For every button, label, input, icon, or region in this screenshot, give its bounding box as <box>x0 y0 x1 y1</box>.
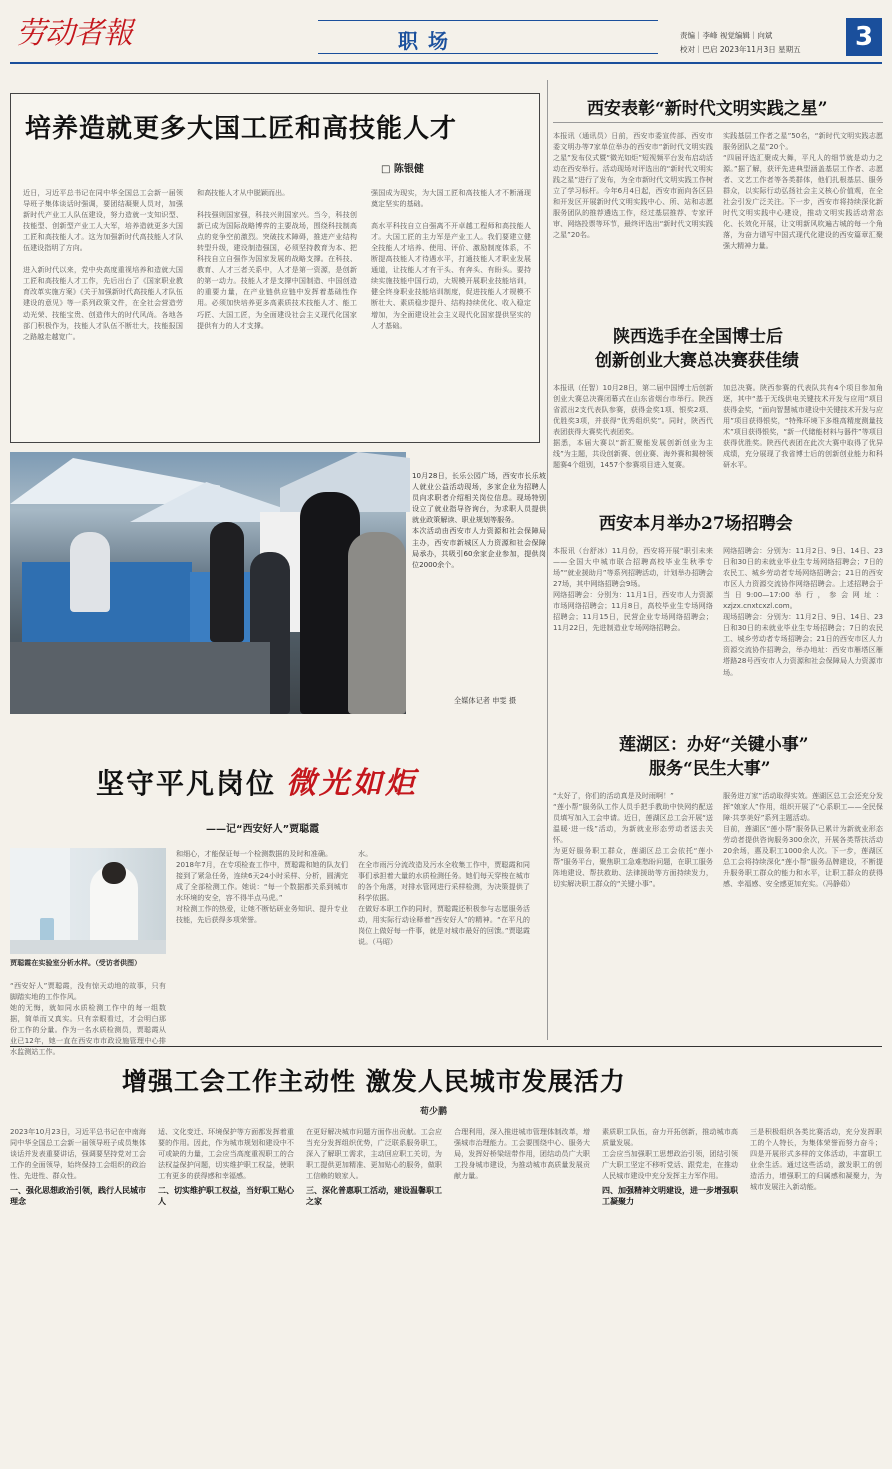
news1-rule <box>553 122 883 123</box>
newspaper-logo: 劳动者報 <box>16 16 132 51</box>
page-number <box>846 18 882 56</box>
news2-title-line1: 陕西选手在全国博士后 <box>613 327 783 347</box>
main-article-title: 培养造就更多大国工匠和高技能人才 <box>25 114 458 144</box>
bottom-article-title: 增强工会工作主动性 激发人民城市发展活力 <box>122 1067 626 1096</box>
person-silhouette <box>70 532 110 612</box>
bottom-col-6-text: 三是积极组织各类比赛活动，充分发挥职工的个人特长，为集体荣誉而努力奋斗；四是开展形式多样的文体活动，丰富职工业余生活。通过这些活动，激发职工的创造活力，增强职工的归属感和凝聚力，为城市发展注入新动能。 <box>750 1127 882 1192</box>
proof-line: 校对｜巴启 2023年11月3日 星期五 <box>680 45 801 54</box>
news3-title: 西安本月举办27场招聘会 <box>599 514 793 534</box>
section-banner <box>318 20 658 54</box>
bottom-col-1-text: 2023年10月23日，习近平总书记在中南海同中华全国总工会新一届领导班子成员集体谈话并发表重要讲话，强调要坚持党对工会工作的全面领导，始终保持工会组织的政治性、先进性、群众性。 <box>10 1127 146 1181</box>
person-silhouette <box>348 532 406 714</box>
masthead <box>0 0 892 66</box>
profile-col-2: 和细心，才能保证每一个检测数据的及时和准确。 2018年7月，在专项检查工作中，贾聪霞和她的队友们接到了紧急任务，连续6天24小时采样、分析，圆满完成了全部检测工作。她说：“每一个数据都关系到城市水环境的安全，容不得半点马虎。” 对检测工作的热爱，让她不断钻研业务知识、提升专业技能，先后获得多项荣誉。 <box>176 849 348 925</box>
bottom-col-5-text: 素质职工队伍，奋力开拓创新，推动城市高质量发展。 工会应当加强职工思想政治引领，团结引领广大职工坚定不移听党话、跟党走，在推动人民城市建设中充分发挥主力军作用。 <box>602 1127 738 1181</box>
scientist-hair <box>102 862 126 884</box>
news3-col-1: 本报讯（台舒冰）11月份，西安将开展“职引未来——全国大中城市联合招聘高校毕业生秋季专场”“就业援助月”等系列招聘活动，计划举办招聘会27场，其中网络招聘会9场。 网络招聘会：分别为：11月1日，西安市人力资源市场网络招聘会；11月8日，高校毕业生专场网络招聘会；11月15日，民营企业专场网络招聘会；11月22日，先进制造业专场网络招聘会。 <box>553 546 713 633</box>
news2-title-line2: 创新创业大赛总决赛获佳绩 <box>595 351 799 371</box>
profile-photo <box>10 848 166 954</box>
bottom-article <box>10 1050 882 1464</box>
bottom-section-head-4: 四、加强精神文明建设，进一步增强职工凝聚力 <box>602 1186 738 1207</box>
person-silhouette <box>210 522 244 642</box>
bottom-col-4 <box>454 1126 590 1462</box>
profile-subtitle: ——记“西安好人”贾聪霞 <box>206 824 320 835</box>
profile-col-3: 水。 在全市雨污分流改造及污水全收集工作中，贾聪霞和同事们承担着大量的水质检测任务。她们每天穿梭在城市的各个角落，对排水管网进行采样检测，为决策提供了科学依据。 在做好本职工作的同时，贾聪霞还积极参与志愿服务活动，用实际行动诠释着“西安好人”的精神。“在平凡的岗位上做好每一件事，就是对城市最好的回馈。”贾聪霞说。（马昭） <box>358 849 530 947</box>
photo-credit: 全媒体记者 申雯 摄 <box>454 696 517 705</box>
editor-line: 责编｜李峰 视觉编辑｜向斌 <box>680 31 773 40</box>
bottom-section-head-1: 一、强化思想政治引领，践行人民城市理念 <box>10 1186 146 1207</box>
main-article <box>10 93 540 443</box>
ground <box>10 642 270 714</box>
news4-title-line2: 服务“民生大事” <box>649 759 771 779</box>
news1-col-1: 本报讯（通讯员）日前，西安市委宣传部、西安市委文明办等7家单位举办的西安市“新时代文明实践之星”发布仪式暨“微光如炬”短视频平台发布启动活动在西安举行。活动现场对评选出的“新时代文明实践之星”进行了发布，为全市新时代文明实践工作树立了学习标杆。今年6月4日起，西安市面向各区县和开发区开展新时代文明实践中心、所、站和志愿服务团队的推荐遴选工作，经过基层推荐、专家评审、网络投票等环节，最终评选出“新时代文明实践之星”20名。 <box>553 131 713 240</box>
profile-photo-caption: 贾聪霞在实验室分析水样。（受访者供图） <box>10 958 142 967</box>
news4-col-1: “太好了，你们的活动真是及时雨啊！” “莲小帮”服务队工作人员手把手教助中快网约配送员填写加入工会申请。近日，莲湖区总工会开展“送温暖·进一线”活动，为新就业形态劳动者送去关怀。 为更好服务职工群众，莲湖区总工会依托“莲小帮”服务平台，聚焦职工急难愁盼问题，在职工服务阵地建设、帮扶救助、法律援助等方面持续发力，切实解决职工群众的“关键小事”。 <box>553 791 713 889</box>
bottom-section-head-3: 三、深化普惠职工活动，建设温馨职工之家 <box>306 1186 442 1207</box>
bottom-col-3 <box>306 1126 442 1462</box>
news-xian-civilization <box>553 90 883 310</box>
bottom-col-5 <box>602 1126 738 1462</box>
bottom-col-6 <box>750 1126 882 1462</box>
photo-caption: 10月28日，长乐公园广场，西安市长乐坡人就业公益活动现场，多家企业为招聘人员向求职者介绍相关岗位信息。现场特别设立了就业指导咨询台，为求职人员提供就业政策解读、职业规划等服务。 本次活动由西安市人力资源和社会保障局主办，西安市新城区人力资源和社会保障局承办，共吸引60余家企业参加，提供岗位2000余个。 <box>412 471 546 569</box>
photo-section <box>10 452 548 714</box>
main-article-col-2: 和高技能人才从中脱颖而出。 科技强则国家强，科技兴则国家兴。当今，科技创新已成为国际战略博弈的主要战场，围绕科技制高点的竞争空前激烈。突破技术障碍，推进产业结构转型升级，建设制造强国，必须坚持教育为本、把科技自立自强作为国家发展的战略支撑。在科技、教育、人才三者关系中，人才是第一资源，是创新的第一动力。技能人才是支撑中国制造、中国创造的重要力量，在产业链供应链中发挥着基础性作用。必须加快培养更多高素质技术技能人才、能工巧匠、大国工匠，为全面建设社会主义现代化国家提供有力的人才支撑。 <box>197 188 357 330</box>
bottom-col-3-text: 在更好解决城市问题方面作出贡献。工会应当充分发挥组织优势，广泛联系服务职工，深入了解职工需求，主动回应职工关切，为职工提供更加精准、更加贴心的服务，做职工信赖的娘家人。 <box>306 1127 442 1181</box>
profile-article <box>10 722 540 1057</box>
bottom-col-1 <box>10 1126 146 1462</box>
profile-title-main: 坚守平凡岗位 <box>96 767 277 800</box>
news-job-fairs <box>553 505 883 715</box>
masthead-rule <box>10 62 882 64</box>
news2-col-2: 加总决赛。陕西参赛的代表队共有4个项目参加角逐，其中“基于无线供电关键技术开发与应用”项目获得金奖，“面向智慧城市建设中关键技术开发与应用”项目获得银奖，“特殊环境下多维高精度测量技术”项目获得银奖，“新一代储能材料与器件”等项目获得优胜奖。陕西代表团在此次大赛中取得了优异成绩，充分展现了我省博士后的创新创业能力和科研水平。 <box>723 383 883 470</box>
news-lianhu-district <box>553 722 883 1040</box>
main-article-col-1: 近日，习近平总书记在同中华全国总工会新一届领导班子集体谈话时强调，要团结凝聚人员对，加强新时代产业工人队伍建设，努力造就一支知识型、技能型、创新型产业工人大军，培养造就更多大国工匠和高技能人才。这为加强新时代高技能人才队伍建设指明了方向。 进入新时代以来，党中央高度重视培养和造就大国工匠和高技能人才工作，先后出台了《国家职业教育改革实施方案》《关于加强新时代高技能人才队伍建设的意见》等一系列政策文件，在全社会营造劳动光荣、技能宝贵、创造伟大的时代风尚。各地各部门积极作为，技能人才队伍不断壮大，技能报国之路越走越宽广。 <box>23 188 183 341</box>
vertical-rule <box>547 80 548 1040</box>
news4-title-line1: 莲湖区：办好“关键小事” <box>619 735 809 755</box>
news3-col-2: 网络招聘会：分别为：11月2日、9日、14日、23日和30日的未就业毕业生专场网络招聘会；7日的农民工、城乡劳动者专场网络招聘会；21日的西安市区人力资源交流协作网络招聘会。上述招聘会于当日9:00—17:00举行，参会网址：xzjzx.cnxtcxzl.com。 现场招聘会：分别为：11月2日、9日、14日、23日和30日的未就业毕业生专场招聘会；7日的农民工、城乡劳动者专场招聘会；21日的西安市区人力资源交流协作招聘会，举办地址：西安市雁塔区雁塔路28号西安市人力资源和社会保障局人力资源市场。 <box>723 546 883 677</box>
lab-bench <box>10 940 166 954</box>
main-article-author: □ 陈银健 <box>381 164 424 175</box>
bottom-col-2 <box>158 1126 294 1462</box>
bottom-article-top-rule <box>10 1046 882 1047</box>
bottom-col-4-text: 合理利用，深入推进城市管理体制改革，增强城市治理能力。工会要围绕中心、服务大局，发挥好桥梁纽带作用，团结动员广大职工投身城市建设，为推动城市高质量发展贡献力量。 <box>454 1127 590 1181</box>
news1-col-2: 实践基层工作者之星”50名，“新时代文明实践志愿服务团队之星”20个。 “四届评选汇聚成大舞，平凡人的细节就是动力之源。”据了解，获评先进典型涵盖基层工作者、志愿者、文艺工作者等各类群体，他们扎根基层、服务群众，以实际行动弘扬社会主义核心价值观，在全社会引发广泛关注。下一步，西安市将持续深化新时代文明实践中心建设，推动文明实践活动常态化、长效化开展，让文明新风吹遍古城的每一个角落，为奋力谱写中国式现代化建设的西安篇章汇聚强大精神力量。 <box>723 131 883 251</box>
lab-beaker <box>40 918 54 942</box>
bottom-col-2-text: 适、文化变迁、环境保护等方面都发挥着重要的作用。因此，作为城市规划和建设中不可或缺的力量，工会应当高度重视职工的合法权益保护问题，切实维护职工权益，使职工有更多的获得感和幸福感。 <box>158 1127 294 1181</box>
profile-title-accent: 微光如炬 <box>286 766 418 801</box>
news2-col-1: 本报讯（任智）10月28日，第二届中国博士后创新创业大赛总决赛闭幕式在山东省烟台市举行。陕西省派出2支代表队参赛，获得金奖1项、银奖2项、优胜奖3项，并获得“优秀组织奖”。同时，陕西代表团获得大赛奖代表团奖。 据悉，本届大赛以“新汇聚能发展创新创业为主线”为主题，共设创新赛、创业赛、海外赛和揭榜领题赛4个组别，1457个参赛项目进入复赛。 <box>553 383 713 470</box>
news4-col-2: 服务进万家”活动取得实效。莲湖区总工会还充分发挥“娘家人”作用，组织开展了“心系职工——全民保障·共享美好”系列主题活动。 目前，莲湖区“莲小帮”服务队已累计为新就业形态劳动者提供咨询服务300余次，开展各类帮扶活动20余场，惠及职工1000余人次。下一步，莲湖区总工会将持续深化“莲小帮”服务品牌建设，不断提升服务职工群众的能力和水平，让职工群众的获得感、幸福感、安全感更加充实。（冯静茹） <box>723 791 883 889</box>
profile-col-1: “西安好人”贾聪霞，没有惊天动地的故事，只有脚踏实地的工作作风。 她的无悔，就如同水质检测工作中的每一组数据，简单而又真实。只有亲眼看过，才会明白那份工作的分量。作为一名水质检测员，贾聪霞从业已12年，她一直在西安市市政设施管理中心排水监测站工作。 <box>10 981 166 1057</box>
news1-title: 西安表彰“新时代文明实践之星” <box>587 99 828 119</box>
page-number-text: 3 <box>854 22 874 52</box>
bottom-section-head-2: 二、切实维护职工权益，当好职工贴心人 <box>158 1186 294 1207</box>
news-postdoc-contest <box>553 318 883 498</box>
main-article-col-3: 强国成为现实，为大国工匠和高技能人才不断涌现奠定坚实的基础。 高水平科技自立自强离不开卓越工程师和高技能人才。大国工匠的主力军是产业工人。我们要建立健全技能人才培养、使用、评价、激励制度体系，不断提高技能人才待遇水平，打通技能人才职业发展通道，让技能人才有干头、有奔头、有盼头。要持续实施技能中国行动，大规模开展职业技能培训，健全终身职业技能培训制度，促进技能人才规模不断壮大、素质稳步提升、结构持续优化、收入稳定增加，为全面建设社会主义现代化国家提供坚实的人才基础。 <box>371 188 531 330</box>
job-fair-photo <box>10 452 406 714</box>
bottom-article-author: 荀少鹏 <box>420 1107 448 1117</box>
section-name: 职场 <box>398 29 458 53</box>
